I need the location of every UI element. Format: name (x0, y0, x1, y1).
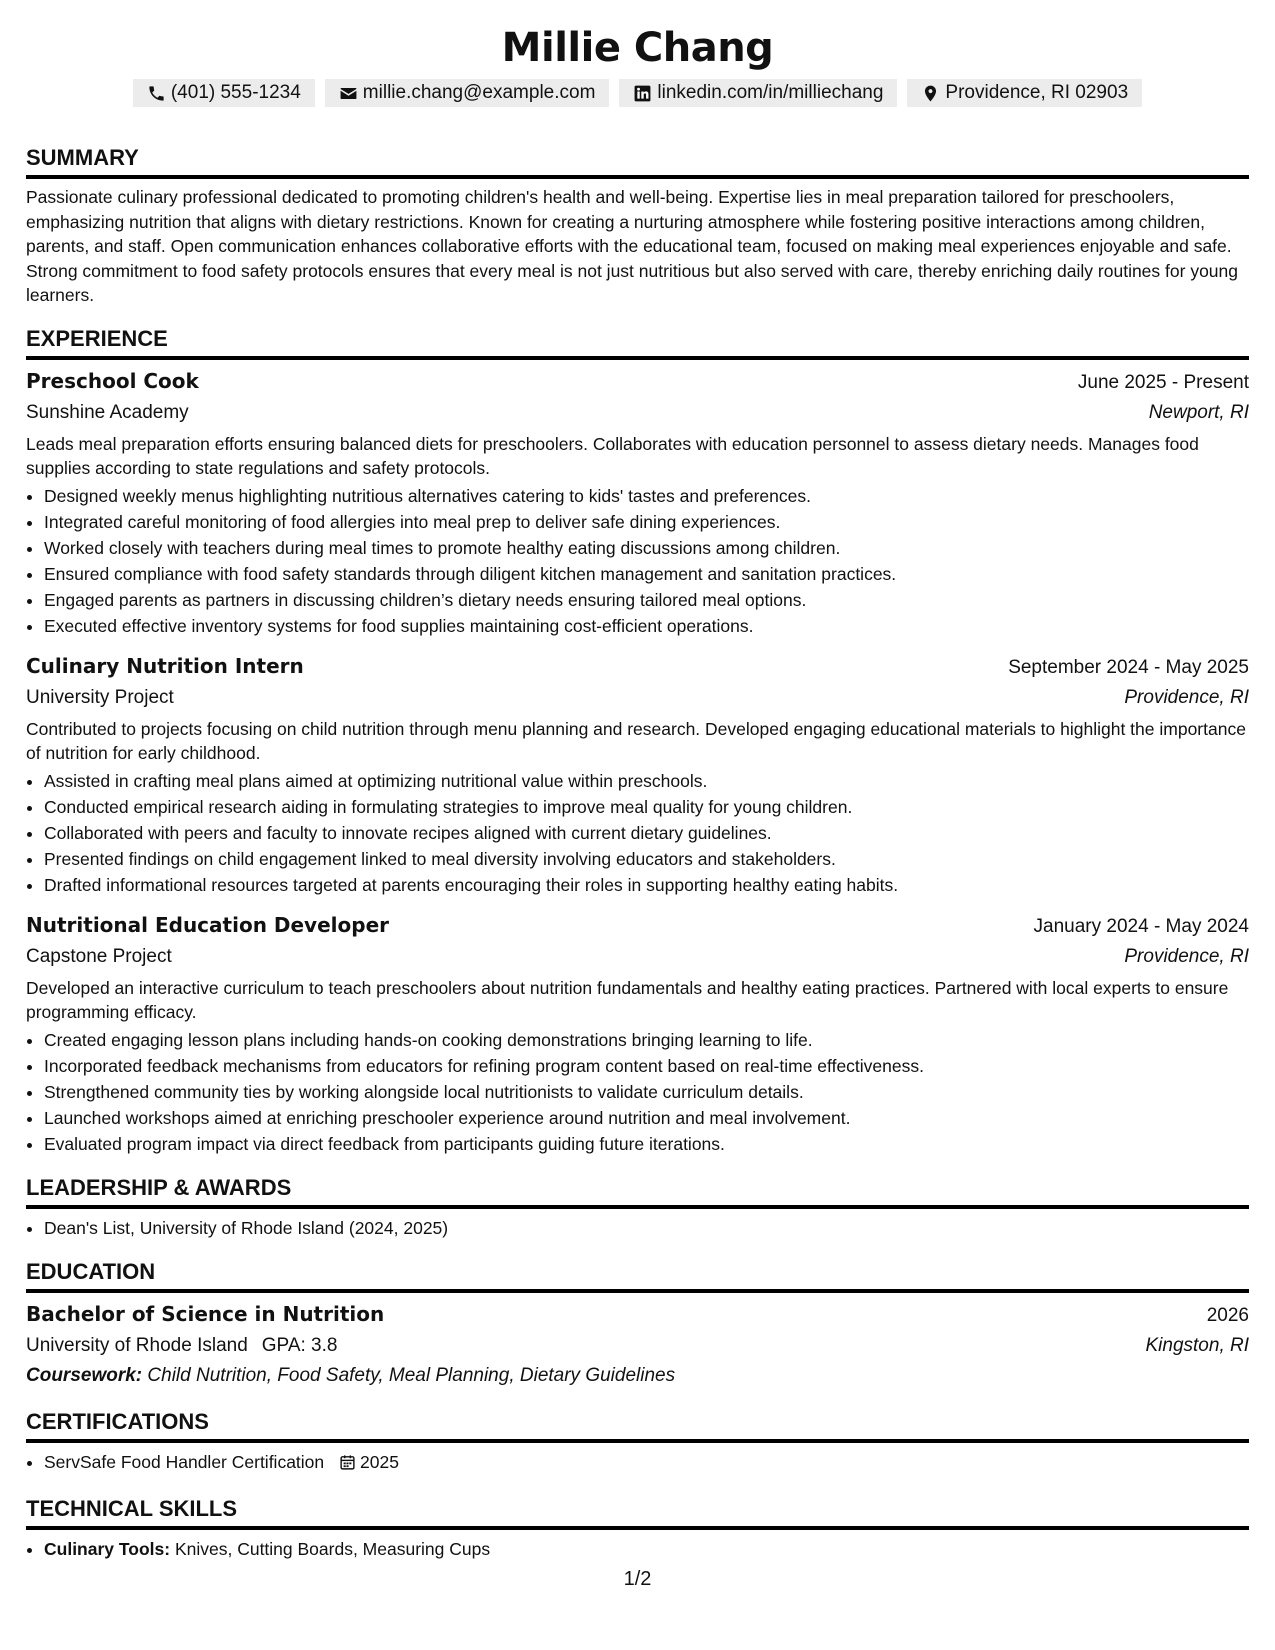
degree-title: Bachelor of Science in Nutrition (26, 1301, 385, 1326)
skills-list (26, 1536, 1249, 1562)
skill-values: Knives, Cutting Boards, Measuring Cups (174, 1538, 491, 1559)
certifications-list (26, 1449, 1249, 1478)
list-item: • Collaborated with peers and faculty to innovate recipes aligned with current dietary guidelines. (44, 820, 1249, 846)
summary-text: Passionate culinary professional dedicated to promoting children's health and well-being. Expertise lies in meal preparation tailored for preschoolers, emphasizing nutrition that aligns with dietary restrictions. Known for creating a nurturing atmosphere while fostering positive interactions among children, parents, and staff. Open communication enhances collaborative efforts with the educational team, focused on making meal experiences enjoyable and safe. Strong commitment to food safety protocols ensures that every meal is not just nutritious but also served with care, thereby enriching daily routines for young learners. (26, 187, 1238, 305)
section-heading-skills: TECHNICAL SKILLS (26, 1496, 1249, 1530)
experience-entry (26, 910, 1249, 1157)
candidate-name: Millie Chang (501, 25, 774, 71)
gpa: GPA: 3.8 (261, 1334, 338, 1356)
school-location: Kingston, RI (1145, 1334, 1249, 1356)
coursework (26, 1361, 1249, 1391)
section-heading-summary: SUMMARY (26, 145, 1249, 179)
education-entry (26, 1299, 1249, 1391)
phone-icon (147, 84, 166, 103)
list-item: • Incorporated feedback mechanisms from educators for refining program content based on real-time effectiveness. (44, 1053, 1249, 1079)
list-item: • Presented findings on child engagement linked to meal diversity involving educators and stakeholders. (44, 846, 1249, 872)
coursework-list: Child Nutrition, Food Safety, Meal Planning, Dietary Guidelines (147, 1364, 676, 1386)
section-heading-experience: EXPERIENCE (26, 326, 1249, 360)
list-item (44, 1536, 1249, 1562)
job-description: Leads meal preparation efforts ensuring balanced diets for preschoolers. Collaborates with education personnel to assess dietary needs. Manages food supplies according to state regulations and safety protocols. (26, 433, 1199, 478)
leadership-list (26, 1215, 1249, 1241)
list-item: • Strengthened community ties by working alongside local nutritionists to validate curriculum details. (44, 1079, 1249, 1105)
section-heading-education: EDUCATION (26, 1259, 1249, 1293)
list-item: • Launched workshops aimed at enriching preschooler experience around nutrition and meal involvement. (44, 1105, 1249, 1131)
page-number: 1/2 (623, 1568, 652, 1590)
list-item: • Ensured compliance with food safety standards through diligent kitchen management and sanitation practices. (44, 561, 1249, 587)
list-item: • Engaged parents as partners in discussing children’s dietary needs ensuring tailored meal options. (44, 587, 1249, 613)
contact-location (907, 79, 1142, 107)
phone-text: (401) 555-1234 (170, 82, 301, 103)
linkedin-icon (633, 84, 652, 103)
job-location: Providence, RI (1124, 945, 1249, 967)
section-heading-certifications: CERTIFICATIONS (26, 1409, 1249, 1443)
contact-phone[interactable] (133, 79, 315, 107)
list-item: • Evaluated program impact via direct feedback from participants guiding future iterations. (44, 1131, 1249, 1157)
list-item (44, 1449, 1249, 1478)
section-heading-leadership: LEADERSHIP & AWARDS (26, 1175, 1249, 1209)
job-bullets (26, 768, 1249, 898)
job-description: Contributed to projects focusing on child nutrition through menu planning and research. Developed engaging educational materials to highlight the importance of nutrition for early childhood. (26, 718, 1246, 763)
job-bullets (26, 483, 1249, 639)
list-item: • Drafted informational resources targeted at parents encouraging their roles in supporting healthy eating habits. (44, 872, 1249, 898)
list-item: • Dean's List, University of Rhode Island (2024, 2025) (44, 1215, 1249, 1241)
job-description: Developed an interactive curriculum to teach preschoolers about nutrition fundamentals and healthy eating practices. Partnered with local experts to ensure programming efficacy. (26, 977, 1229, 1022)
skill-category: Culinary Tools: (44, 1538, 171, 1559)
job-organization: University Project (26, 686, 174, 708)
list-item: • Worked closely with teachers during meal times to promote healthy eating discussions among children. (44, 535, 1249, 561)
experience-entry (26, 366, 1249, 639)
email-text: millie.chang@example.com (362, 82, 596, 103)
certification-name: ServSafe Food Handler Certification (44, 1451, 325, 1472)
job-dates: January 2024 - May 2024 (1033, 915, 1249, 937)
list-item: • Executed effective inventory systems for food supplies maintaining cost-efficient operations. (44, 613, 1249, 639)
job-location: Newport, RI (1148, 401, 1249, 423)
job-dates: September 2024 - May 2025 (1008, 656, 1249, 678)
graduation-year: 2026 (1206, 1304, 1249, 1326)
job-title: Nutritional Education Developer (26, 912, 389, 937)
map-pin-icon (921, 84, 940, 103)
certification-year: 2025 (360, 1451, 399, 1472)
resume-page (26, 0, 1249, 1562)
list-item: • Conducted empirical research aiding in formulating strategies to improve meal quality for young children. (44, 794, 1249, 820)
job-title: Preschool Cook (26, 368, 199, 393)
job-location: Providence, RI (1124, 686, 1249, 708)
list-item: • Designed weekly menus highlighting nutritious alternatives catering to kids' tastes and preferences. (44, 483, 1249, 509)
school-name: University of Rhode Island (26, 1334, 248, 1356)
contact-linkedin[interactable] (619, 79, 897, 107)
job-title: Culinary Nutrition Intern (26, 653, 304, 678)
list-item: • Integrated careful monitoring of food allergies into meal prep to deliver safe dining experiences. (44, 509, 1249, 535)
coursework-label: Coursework: (26, 1364, 143, 1386)
job-organization: Capstone Project (26, 945, 172, 967)
envelope-icon (339, 84, 358, 103)
list-item: • Assisted in crafting meal plans aimed at optimizing nutritional value within preschools. (44, 768, 1249, 794)
experience-entry (26, 651, 1249, 898)
job-organization: Sunshine Academy (26, 401, 189, 423)
calendar-icon (339, 1452, 356, 1478)
job-dates: June 2025 - Present (1077, 371, 1249, 393)
location-text: Providence, RI 02903 (945, 82, 1129, 103)
contact-email[interactable] (325, 79, 610, 107)
job-bullets (26, 1027, 1249, 1157)
list-item: • Created engaging lesson plans including hands-on cooking demonstrations bringing learning to life. (44, 1027, 1249, 1053)
linkedin-text: linkedin.com/in/milliechang (657, 82, 884, 103)
contact-bar (26, 79, 1249, 107)
